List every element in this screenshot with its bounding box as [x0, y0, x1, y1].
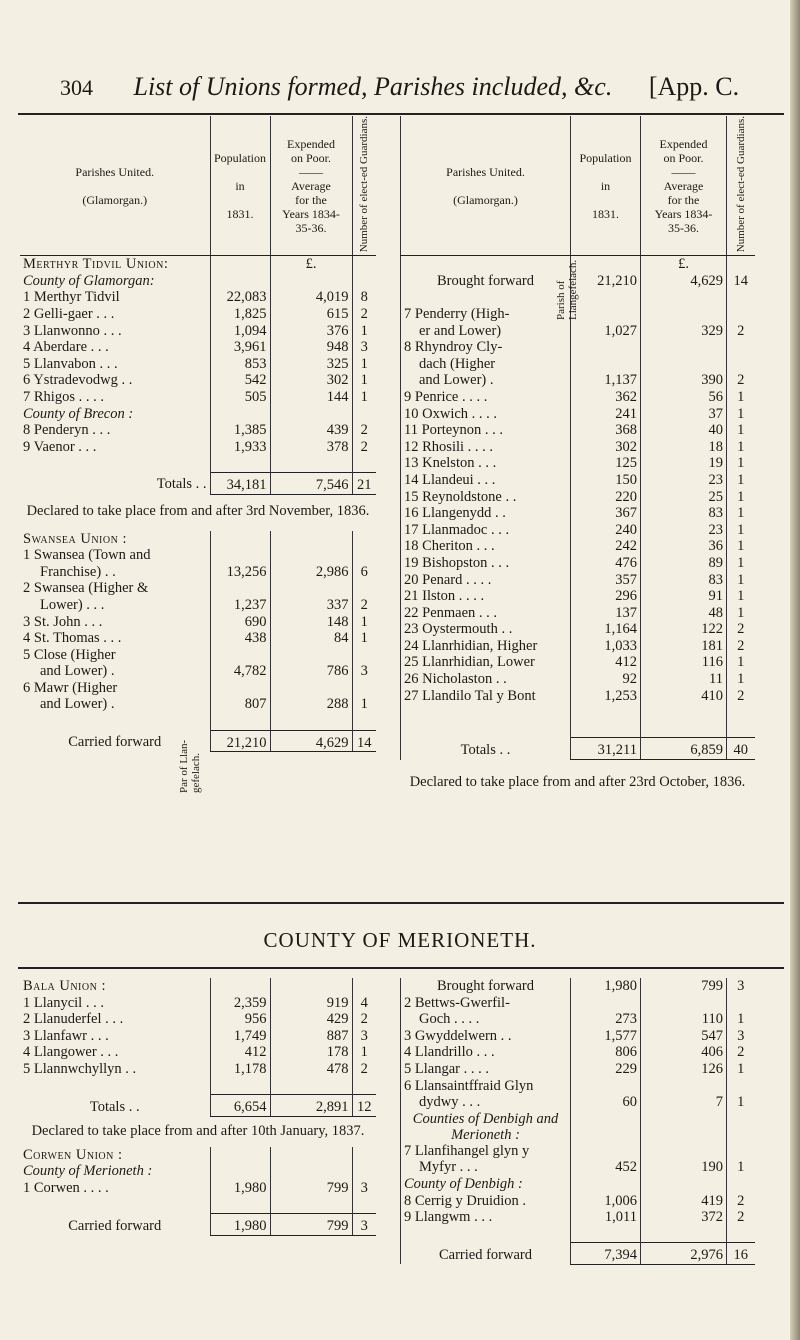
declared-note: Declared to take place from and after 10th January, 1837.: [31, 1122, 365, 1139]
table-row: 21 Ilston . . . . 296 91 1: [401, 588, 785, 605]
table-row: 6 Mawr (Higher: [20, 680, 400, 697]
table-row: 4 Llangower . . . 412 178 1: [20, 1044, 400, 1061]
table-row: Myfyr . . . 452 190 1: [401, 1159, 785, 1176]
table-row: 3 Llanfawr . . . 1,749 887 3: [20, 1028, 400, 1045]
table-row: 17 Llanmadoc . . . 240 23 1: [401, 522, 785, 539]
page-edge: [790, 0, 800, 1340]
page-title: List of Unions formed, Parishes included, &c.: [133, 72, 613, 101]
table-row: 1 Corwen . . . . 1,980 799 3: [20, 1180, 400, 1197]
table-row: 2 Gelli-gaer . . . 1,825 615 2: [20, 306, 400, 323]
table-row: 23 Oystermouth . . 1,164 122 2: [401, 621, 785, 638]
table-row: 20 Penard . . . . 357 83 1: [401, 572, 785, 589]
table-row: 24 Llanrhidian, Higher 1,033 181 2: [401, 638, 785, 655]
section-rule: [18, 902, 784, 904]
section-rule: [18, 967, 784, 969]
county-label: County of Brecon :: [23, 405, 134, 422]
table-row: 9 Penrice . . . . 362 56 1: [401, 389, 785, 406]
table-row: 26 Nicholaston . . 92 11 1: [401, 671, 785, 688]
table-row: Franchise) . . 13,256 2,986 6: [20, 564, 400, 581]
currency-label: £.: [270, 256, 352, 273]
appendix-label: [App. C.: [648, 72, 740, 101]
table-glamorgan-left: [20, 116, 400, 752]
table-row: 1 Llanycil . . . 2,359 919 4: [20, 995, 400, 1012]
table-row: 19 Bishopston . . . 476 89 1: [401, 555, 785, 572]
county-label: County of Glamorgan:: [23, 272, 155, 289]
table-row: 9 Llangwm . . . 1,011 372 2: [401, 1209, 785, 1226]
table-row: 15 Reynoldstone . . 220 25 1: [401, 489, 785, 506]
col-header-guardians: Number of elect-ed Guardians.: [352, 116, 376, 256]
table-row: 6 Llansaintffraid Glyn: [401, 1078, 785, 1095]
table-row: 4 St. Thomas . . . 438 84 1: [20, 630, 400, 647]
carried-forward-row: Carried forward 7,394 2,976 16: [401, 1243, 785, 1265]
county-label: County of Denbigh :: [401, 1176, 571, 1193]
table-row: Lower) . . . 1,237 337 2: [20, 597, 400, 614]
county-label: County of Merioneth :: [23, 1163, 153, 1180]
bracket-note: Par of Llan-gefelach.: [178, 739, 202, 793]
table-row: 4 Aberdare . . . 3,961 948 3: [20, 339, 400, 356]
table-row: 1 Swansea (Town and: [20, 547, 400, 564]
table-row: er and Lower) 1,027 329 2: [401, 323, 785, 340]
table-row: 16 Llangenydd . . 367 83 1: [401, 505, 785, 522]
carried-forward-row: Carried forward 21,210 4,629 14: [20, 730, 400, 752]
col-header-expended: Expended on Poor. —— Average for the Years 1834- 35-36.: [270, 116, 352, 256]
table-row: 14 Llandeui . . . 150 23 1: [401, 472, 785, 489]
table-row: 2 Llanuderfel . . . 956 429 2: [20, 1011, 400, 1028]
bracket-note: Parish of Llangefelach.: [555, 259, 579, 320]
table-merioneth-left: [20, 978, 400, 1236]
col-header-parishes: Parishes United. (Glamorgan.): [20, 116, 210, 256]
table-row: and Lower) . 807 288 1: [20, 696, 400, 713]
county-heading: COUNTY OF MERIONETH.: [263, 928, 537, 952]
table-row: 3 Llanwonno . . . 1,094 376 1: [20, 323, 400, 340]
table-row: 13 Knelston . . . 125 19 1: [401, 455, 785, 472]
table-row: Goch . . . . 273 110 1: [401, 1011, 785, 1028]
table-row: 3 St. John . . . 690 148 1: [20, 614, 400, 631]
table-row: dydwy . . . 60 7 1: [401, 1094, 785, 1111]
col-header-guardians: Number of elect-ed Guardians.: [727, 116, 755, 256]
col-header-parishes: Parishes United. (Glamorgan.): [401, 116, 571, 256]
col-header-expended: Expended on Poor. —— Average for the Years 1834- 35-36.: [641, 116, 727, 256]
table-row: 1 Merthyr Tidvil 22,083 4,019 8: [20, 289, 400, 306]
table-row: 5 Llanvabon . . . 853 325 1: [20, 356, 400, 373]
union-title: Bala Union :: [23, 978, 106, 994]
table-row: 5 Llangar . . . . 229 126 1: [401, 1061, 785, 1078]
table-row: 11 Porteynon . . . 368 40 1: [401, 422, 785, 439]
table-merioneth-right: [400, 978, 785, 1265]
table-row: 18 Cheriton . . . 242 36 1: [401, 538, 785, 555]
brought-forward-row: Brought forward 1,980 799 3: [401, 978, 785, 995]
table-row: 9 Vaenor . . . 1,933 378 2: [20, 439, 400, 456]
table-row: 12 Rhosili . . . . 302 18 1: [401, 439, 785, 456]
table-row: 8 Rhyndroy Cly-: [401, 339, 785, 356]
table-row: [401, 704, 785, 721]
table-row: 10 Oxwich . . . . 241 37 1: [401, 406, 785, 423]
table-row: 2 Swansea (Higher &: [20, 580, 400, 597]
table-row: 27 Llandilo Tal y Bont 1,253 410 2: [401, 688, 785, 705]
table-glamorgan-right: [400, 116, 785, 790]
col-header-population: Population in 1831.: [571, 116, 641, 256]
table-row: 7 Rhigos . . . . 505 144 1: [20, 389, 400, 406]
table-row: 6 Ystradevodwg . . 542 302 1: [20, 372, 400, 389]
currency-label: £.: [641, 256, 727, 273]
table-row: 3 Gwyddelwern . . 1,577 547 3: [401, 1028, 785, 1045]
table-row: 2 Bettws-Gwerfil-: [401, 995, 785, 1012]
table-row: dach (Higher: [401, 356, 785, 373]
declared-note: Declared to take place from and after 3rd November, 1836.: [26, 502, 370, 519]
carried-forward-row: Carried forward 1,980 799 3: [20, 1214, 400, 1236]
table-row: 5 Close (Higher: [20, 647, 400, 664]
union-title: Corwen Union :: [23, 1146, 123, 1163]
page-header: [60, 72, 739, 102]
table-row: and Lower) . 1,137 390 2: [401, 372, 785, 389]
page-number: 304: [60, 75, 93, 100]
table-row: 22 Penmaen . . . 137 48 1: [401, 605, 785, 622]
table-row: 8 Penderyn . . . 1,385 439 2: [20, 422, 400, 439]
totals-row: Totals . . 34,181 7,546 21: [20, 472, 400, 494]
header-rule: [18, 113, 784, 115]
brought-forward-row: Brought forward 21,210 4,629 14: [401, 273, 785, 290]
county-label: Counties of Denbigh and Merioneth :: [401, 1111, 571, 1143]
table-row: 5 Llannwchyllyn . . 1,178 478 2: [20, 1061, 400, 1078]
col-header-population: Population in 1831.: [210, 116, 270, 256]
totals-row: Totals . . 31,211 6,859 40: [401, 738, 785, 760]
table-row: and Lower) . 4,782 786 3: [20, 663, 400, 680]
totals-row: Totals . . 6,654 2,891 12: [20, 1095, 400, 1117]
declared-note: Declared to take place from and after 23rd October, 1836.: [409, 774, 746, 791]
union-title: Swansea Union :: [23, 530, 127, 547]
table-row: 7 Llanfihangel glyn y: [401, 1143, 785, 1160]
table-row: 25 Llanrhidian, Lower 412 116 1: [401, 654, 785, 671]
table-row: 4 Llandrillo . . . 806 406 2: [401, 1044, 785, 1061]
union-title: Merthyr Tidvil Union:: [23, 256, 169, 273]
table-row: 8 Cerrig y Druidion . 1,006 419 2: [401, 1193, 785, 1210]
table-row: 7 Penderry (High-: [401, 306, 785, 323]
